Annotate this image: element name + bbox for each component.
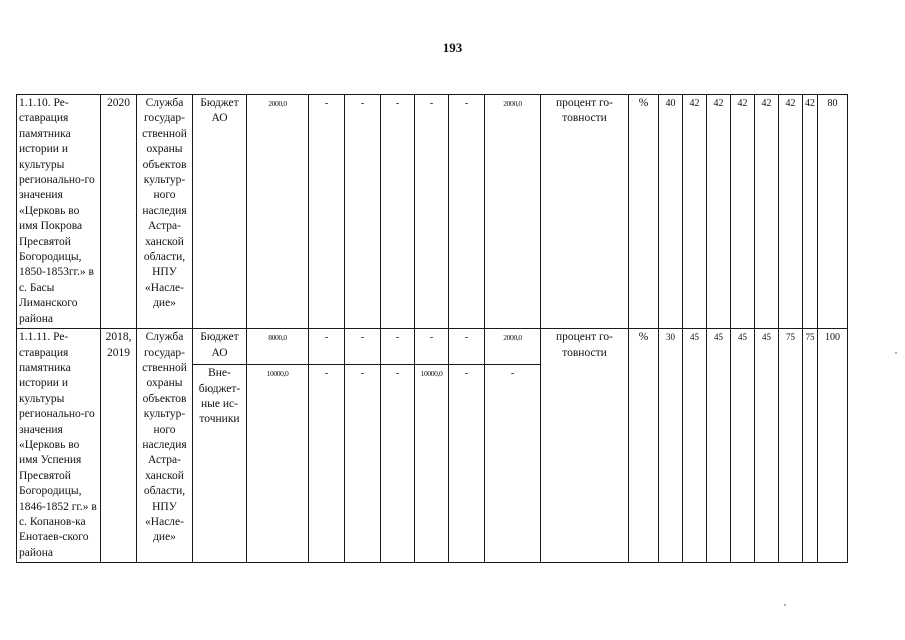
indicator-value: 75 [779,329,803,563]
funding-year-cell: - [345,365,381,563]
indicator-value: 45 [707,329,731,563]
funding-total: 8000,0 [247,329,309,365]
funding-year-cell: 10000,0 [415,365,449,563]
indicator-value: 45 [755,329,779,563]
indicator-value: 45 [731,329,755,563]
funding-source: Вне-бюджет-ные ис-точники [193,365,247,563]
executor-cell: Служба государ-ственной охраны объектов культур-ного наследия Астра-ханской области, НПУ «Насле-дие» [137,95,193,329]
funding-year-cell: - [309,365,345,563]
program-table [16,94,848,563]
indicator-value: 30 [659,329,683,563]
scan-speck [784,604,786,606]
funding-year-cell: - [381,329,415,365]
funding-year-cell: - [415,329,449,365]
indicator-value: 75 [803,329,818,563]
funding-year-cell: - [381,365,415,563]
funding-total: 10000,0 [247,365,309,563]
measure-name: 1.1.10. Ре-ставрация памятника истории и культуры регионально-го значения «Церковь во имя Покрова Пресвятой Богородицы, 1850-1853гг.» в с. Басы Лиманского района [17,95,101,329]
year-cell: 2020 [101,95,137,329]
indicator-value: 42 [803,95,818,329]
funding-source: Бюджет АО [193,95,247,329]
indicator-value: 42 [683,95,707,329]
funding-year-cell: - [449,329,485,365]
funding-source: Бюджет АО [193,329,247,365]
page-number: 193 [442,40,463,55]
indicator-cell: процент го-товности [541,95,629,329]
funding-year-cell: - [381,95,415,329]
indicator-value: 42 [779,95,803,329]
funding-year-cell: 2000,0 [485,95,541,329]
year-cell: 2018, 2019 [101,329,137,563]
table-row [17,329,848,365]
funding-year-cell: - [345,329,381,365]
funding-year-cell: - [449,365,485,563]
indicator-cell: процент го-товности [541,329,629,563]
scan-speck [895,352,897,354]
indicator-value: 100 [818,329,848,563]
funding-year-cell: - [449,95,485,329]
funding-year-cell: - [309,95,345,329]
funding-year-cell: - [345,95,381,329]
measure-name: 1.1.11. Ре-ставрация памятника истории и культуры регионально-го значения «Церковь во имя Успения Пресвятой Богородицы, 1846-1852 гг.» в с. Копанов-ка Енотаев-ского района [17,329,101,563]
funding-total: 2000,0 [247,95,309,329]
indicator-value: 80 [818,95,848,329]
funding-year-cell: 2000,0 [485,329,541,365]
executor-cell: Служба государ-ственной охраны объектов культур-ного наследия Астра-ханской области, НПУ «Насле-дие» [137,329,193,563]
funding-year-cell: - [309,329,345,365]
indicator-value: 42 [755,95,779,329]
table-row [17,95,848,329]
indicator-value: 42 [731,95,755,329]
unit-cell: % [629,95,659,329]
funding-year-cell: - [485,365,541,563]
funding-year-cell: - [415,95,449,329]
indicator-value: 42 [707,95,731,329]
unit-cell: % [629,329,659,563]
indicator-value: 40 [659,95,683,329]
indicator-value: 45 [683,329,707,563]
